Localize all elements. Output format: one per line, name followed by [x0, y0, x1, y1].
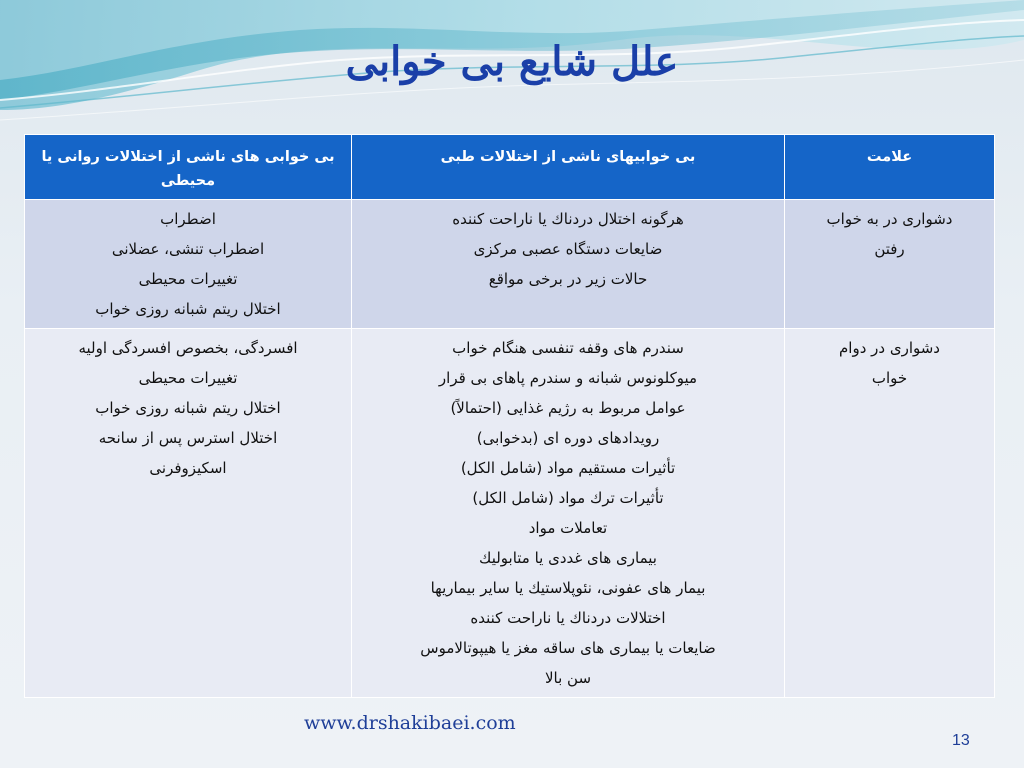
cell-psychiatric: [25, 200, 352, 329]
cell-line: ضايعات دستگاه عصبی مرکزی: [473, 240, 663, 258]
header-medical: بی خوابیهای ناشی از اختلالات طبی: [352, 135, 785, 200]
cell-line: اختلال ریتم شبانه روزی خواب: [95, 300, 281, 318]
cell-line: سندرم های وقفه تنفسی هنگام خواب: [452, 339, 684, 357]
cell-line: رفتن: [874, 240, 905, 258]
cell-line: ميوكلونوس شبانه و سندرم پاهای بی قرار: [438, 369, 698, 387]
cell-line: تعاملات مواد: [528, 519, 608, 537]
table-header-row: [25, 135, 995, 200]
header-sign: علامت: [785, 135, 995, 200]
cell-line: رويدادهای دوره ای (بدخوابی): [476, 429, 660, 447]
cell-line: اسکیزوفرنی: [149, 459, 227, 477]
cell-psychiatric: [25, 329, 352, 698]
cell-line: تأثیرات ترك مواد (شامل الكل): [472, 489, 664, 507]
cell-line: عوامل مربوط به رژيم غذايی (احتمالاً): [450, 399, 686, 417]
cell-line: تغییرات محیطی: [138, 270, 238, 288]
insomnia-causes-table: [24, 134, 995, 698]
cell-line: ضايعات يا بیماری های ساقه مغز يا هيپوتالاموس: [420, 639, 716, 657]
slide-number: 13: [952, 732, 970, 749]
cell-line: حالات زير در برخی مواقع: [488, 270, 648, 288]
cell-line: افسردگی، بخصوص افسردگی اولیه: [78, 339, 298, 357]
cell-line: اختلال استرس پس از سانحه: [98, 429, 278, 447]
cell-line: بیمار های عفونی، نئوپلاستيك يا ساير بيماريها: [430, 579, 706, 597]
cell-medical: [352, 329, 785, 698]
table-row: [25, 200, 995, 329]
cell-line: اضطراب: [160, 210, 216, 228]
cell-line: دشواری در دوام: [839, 339, 940, 357]
cell-line: خواب: [871, 369, 908, 387]
cell-line: تغییرات محیطی: [138, 369, 238, 387]
cell-line: بیماری های غددی يا متابوليك: [479, 549, 657, 567]
insomnia-causes-table-container: [24, 134, 994, 698]
cell-sign: [785, 200, 995, 329]
cell-line: هرگونه اختلال دردناك يا ناراحت كننده: [452, 210, 684, 228]
cell-line: سن بالا: [544, 669, 592, 687]
cell-line: اضطراب تنشی، عضلانی: [111, 240, 265, 258]
footer-website-url: www.drshakibaei.com: [304, 712, 516, 734]
cell-line: اختلالات دردناك يا ناراحت كننده: [470, 609, 666, 627]
cell-line: دشواری در به خواب: [826, 210, 953, 228]
slide-title: علل شایع بی خوابی: [345, 38, 679, 85]
header-psychiatric: بی خوابی های ناشی از اختلالات روانی یا محیطی: [25, 135, 352, 200]
cell-medical: [352, 200, 785, 329]
cell-line: اختلال ریتم شبانه روزی خواب: [95, 399, 281, 417]
cell-sign: [785, 329, 995, 698]
table-row: [25, 329, 995, 698]
cell-line: تأثیرات مستقیم مواد (شامل الکل): [460, 459, 676, 477]
